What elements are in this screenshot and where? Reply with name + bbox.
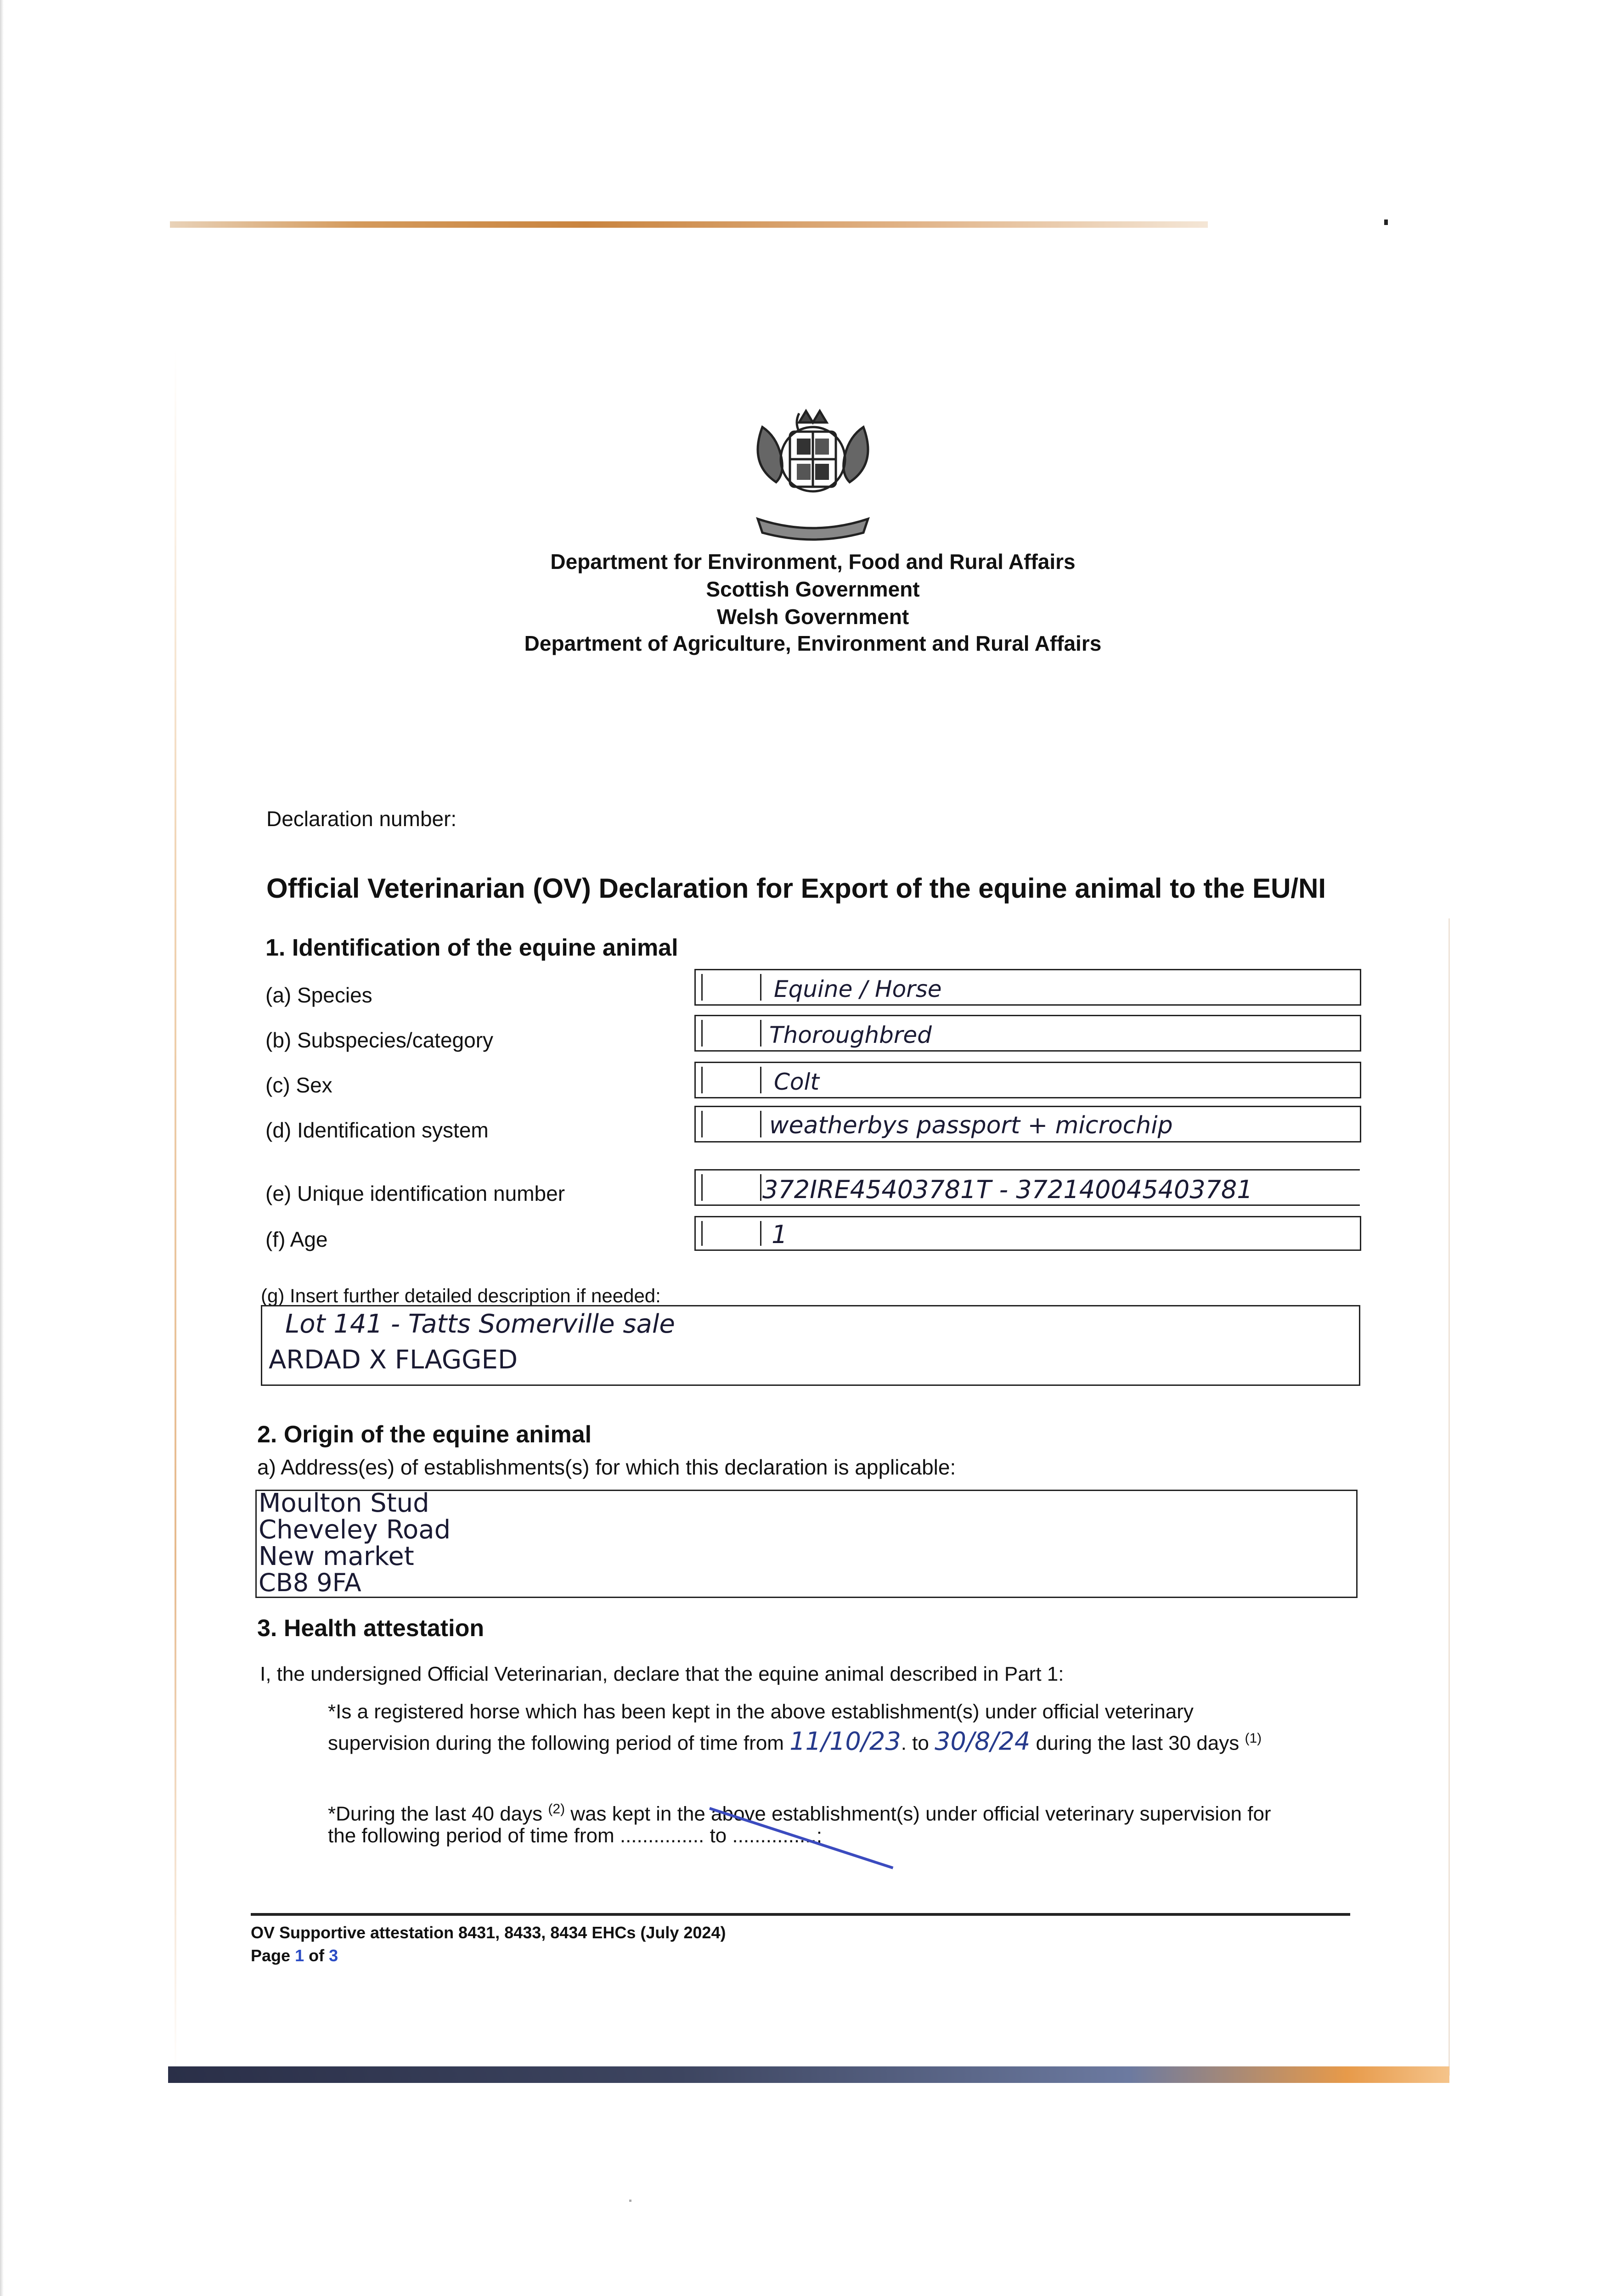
further-description-line-1: Lot 141 - Tatts Somerville sale	[285, 1309, 675, 1339]
further-description-line-2: ARDAD X FLAGGED	[269, 1345, 518, 1375]
page-current: 1	[295, 1946, 304, 1965]
section-2-heading: 2. Origin of the equine animal	[257, 1421, 592, 1448]
age-label: (f) Age	[265, 1227, 328, 1251]
unique-id-label: (e) Unique identification number	[265, 1182, 565, 1205]
page-total: 3	[329, 1946, 338, 1965]
subspecies-field[interactable]	[694, 1015, 1361, 1052]
attestation-item-1-line-1: *Is a registered horse which has been kept in the above establishment(s) under official veterinary	[328, 1700, 1194, 1723]
subspecies-value: Thoroughbred	[769, 1022, 932, 1048]
identification-system-field[interactable]	[694, 1106, 1361, 1142]
footer-page-number	[251, 1946, 338, 1965]
address-label: a) Address(es) of establishments(s) for which this declaration is applicable:	[257, 1455, 956, 1479]
bottom-decorative-rule	[168, 2066, 1449, 2083]
page-of: of	[309, 1946, 325, 1965]
declaration-number-label: Declaration number:	[266, 807, 457, 831]
top-decorative-rule	[170, 221, 1208, 228]
item-2-days-text: *During the last 40 days	[328, 1802, 543, 1825]
item-2-rest-text: was kept in the above establishment(s) under official veterinary supervision for	[570, 1802, 1271, 1825]
item-1-last-30-days-text: during the last 30 days	[1036, 1732, 1240, 1755]
species-field[interactable]	[694, 969, 1361, 1006]
item-1-from-date[interactable]: 11/10/23	[789, 1727, 901, 1756]
identification-system-value: weatherbys passport + microchip	[769, 1112, 1173, 1139]
sex-value: Colt	[774, 1069, 819, 1095]
section-1-heading: 1. Identification of the equine animal	[265, 934, 678, 961]
unique-id-field[interactable]	[694, 1169, 1360, 1206]
scan-edge	[0, 0, 4, 2296]
item-1-footnote-ref: (1)	[1245, 1731, 1262, 1746]
footer-attestation: OV Supportive attestation 8431, 8433, 8434 EHCs (July 2024)	[251, 1923, 726, 1942]
subspecies-label: (b) Subspecies/category	[265, 1028, 494, 1052]
department-line-4: Department of Agriculture, Environment and Rural Affairs	[524, 631, 1102, 655]
further-description-field[interactable]	[261, 1305, 1360, 1386]
further-description-label: (g) Insert further detailed description if needed:	[261, 1285, 661, 1306]
address-line-1: Moulton Stud	[259, 1488, 429, 1518]
department-line-1: Department for Environment, Food and Rural Affairs	[550, 550, 1076, 574]
address-line-3: New market	[259, 1542, 414, 1571]
species-value: Equine / Horse	[774, 976, 942, 1002]
attestation-item-1-line-2	[328, 1725, 1262, 1757]
attestation-item-2-line-2: the following period of time from ............... to ...............;	[328, 1824, 822, 1847]
footer-rule	[251, 1913, 1350, 1916]
age-field[interactable]	[694, 1216, 1361, 1251]
section-3-heading: 3. Health attestation	[257, 1615, 485, 1642]
page-title: Official Veterinarian (OV) Declaration for Export of the equine animal to the EU/NI	[266, 873, 1326, 904]
royal-coat-of-arms-icon	[730, 404, 896, 542]
page-word: Page	[251, 1946, 291, 1965]
department-line-3: Welsh Government	[716, 605, 909, 629]
age-value: 1	[772, 1220, 788, 1249]
item-1-period-text: supervision during the following period of time from	[328, 1732, 784, 1755]
address-line-2: Cheveley Road	[259, 1515, 451, 1545]
address-field[interactable]	[255, 1490, 1358, 1598]
identification-system-label: (d) Identification system	[265, 1118, 489, 1142]
scan-speck	[629, 2200, 631, 2202]
scan-mark	[1384, 219, 1388, 225]
department-line-2: Scottish Government	[706, 577, 920, 601]
page-frame-right	[1448, 918, 1450, 2076]
sex-label: (c) Sex	[265, 1073, 332, 1097]
address-line-4: CB8 9FA	[259, 1568, 361, 1597]
attestation-intro: I, the undersigned Official Veterinarian, declare that the equine animal described in Part 1:	[260, 1663, 1064, 1685]
page-frame-left	[175, 349, 176, 2076]
species-label: (a) Species	[265, 983, 372, 1007]
item-2-footnote-ref: (2)	[548, 1801, 565, 1817]
item-1-to-date[interactable]: 30/8/24	[935, 1727, 1031, 1756]
unique-id-value: 372IRE45403781T - 372140045403781	[762, 1175, 1253, 1204]
item-1-to-text: . to	[901, 1732, 929, 1755]
sex-field[interactable]	[694, 1062, 1361, 1098]
